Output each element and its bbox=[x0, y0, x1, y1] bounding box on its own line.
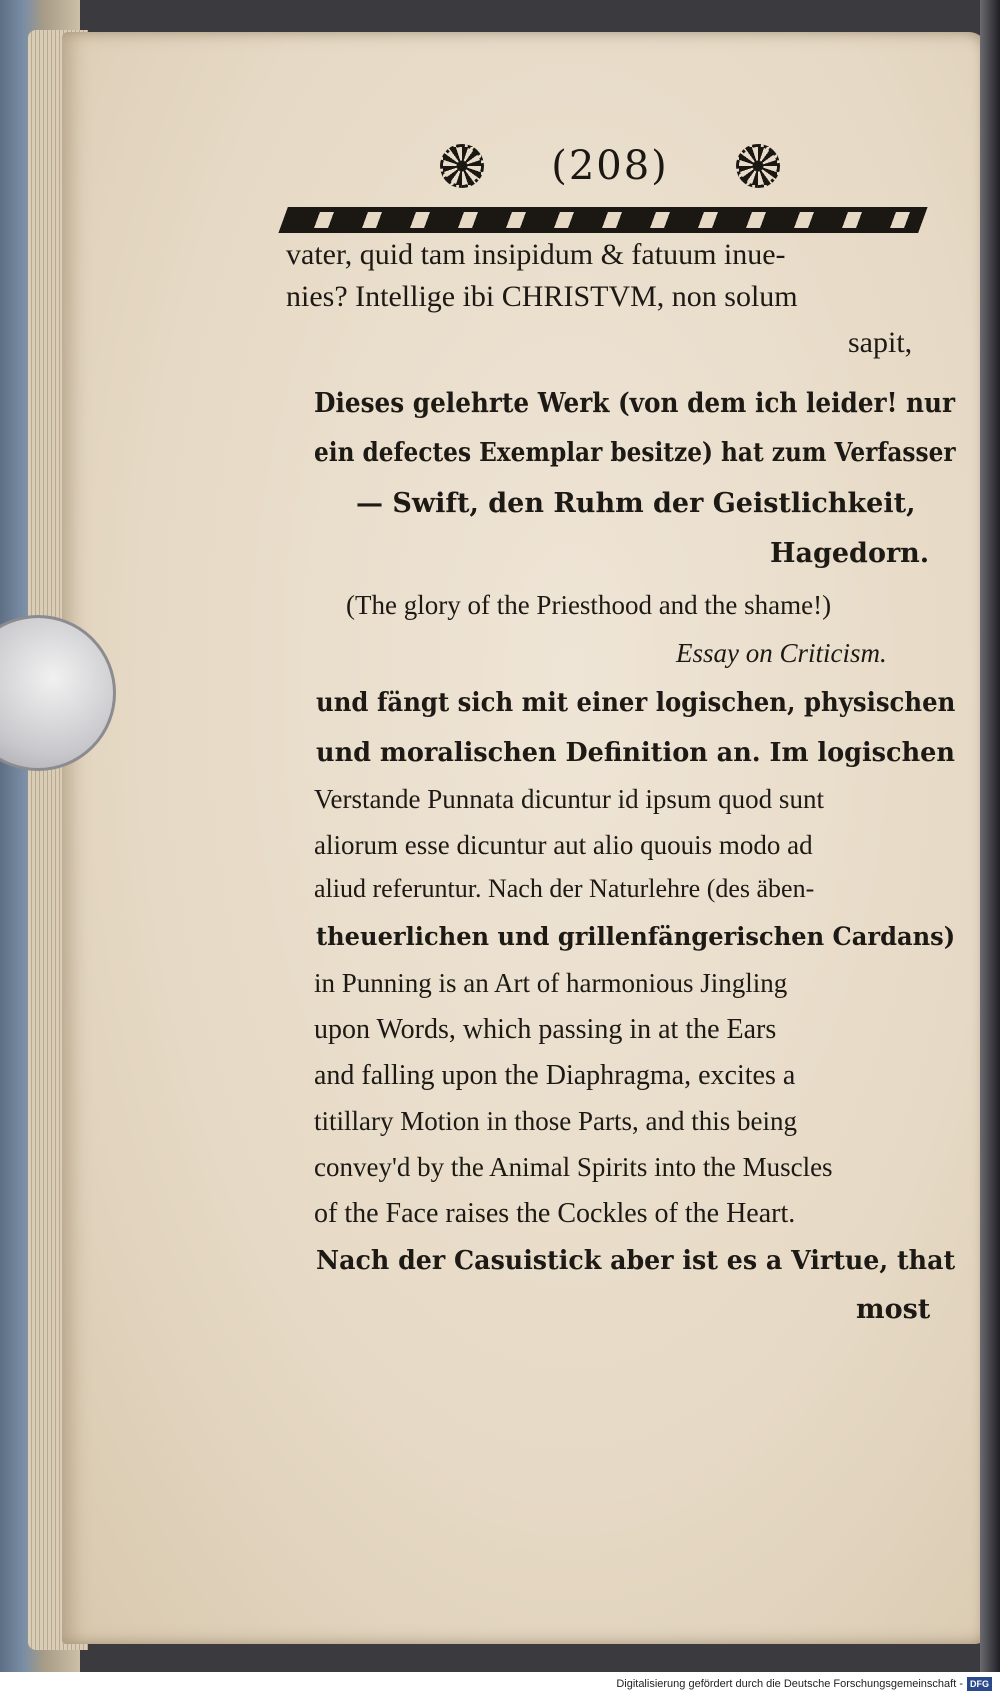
text-line: und fängt sich mit einer logischen, physischen bbox=[316, 688, 956, 718]
text-line: in Punning is an Art of harmonious Jingling bbox=[314, 968, 788, 998]
rosette-left-icon bbox=[440, 144, 484, 188]
text-line: — Swift, den Ruhm der Geistlichkeit, bbox=[356, 488, 916, 519]
text-line: Hagedorn. bbox=[770, 538, 930, 569]
text-line: sapit, bbox=[848, 326, 913, 359]
ornamental-rule bbox=[278, 207, 927, 233]
text-line: most bbox=[856, 1294, 931, 1325]
credit-text: Digitalisierung gefördert durch die Deutsche Forschungsgemeinschaft - bbox=[616, 1678, 963, 1690]
text-line: Dieses gelehrte Werk (von dem ich leider! nur bbox=[314, 388, 956, 419]
rosette-right-icon bbox=[736, 144, 780, 188]
page-number: (208) bbox=[551, 143, 669, 189]
text-line: Verstande Punnata dicuntur id ipsum quod sunt bbox=[314, 784, 824, 814]
text-line: of the Face raises the Cockles of the Heart. bbox=[314, 1198, 796, 1229]
text-line: ein defectes Exemplar besitze) hat zum Verfasser bbox=[314, 438, 956, 468]
text-line: convey'd by the Animal Spirits into the Muscles bbox=[314, 1152, 833, 1182]
text-line: aliud referuntur. Nach der Naturlehre (des äben- bbox=[314, 874, 815, 903]
text-line: nies? Intellige ibi CHRISTVM, non solum bbox=[286, 280, 798, 313]
text-line: und moralischen Definition an. Im logischen bbox=[316, 738, 955, 768]
page-header bbox=[440, 136, 780, 196]
binding-shadow bbox=[980, 0, 1000, 1672]
text-line: Essay on Criticism. bbox=[676, 638, 887, 668]
text-line: Nach der Casuistick aber ist es a Virtue, that bbox=[316, 1246, 956, 1276]
text-line: and falling upon the Diaphragma, excites a bbox=[314, 1060, 796, 1091]
text-line: vater, quid tam insipidum & fatuum inue- bbox=[286, 238, 786, 271]
text-line: theuerlichen und grillenfängerischen Cardans) bbox=[316, 922, 956, 951]
text-line: (The glory of the Priesthood and the shame!) bbox=[346, 590, 832, 620]
dfg-logo-icon: DFG bbox=[967, 1677, 992, 1691]
text-line: upon Words, which passing in at the Ears bbox=[314, 1014, 777, 1045]
text-line: titillary Motion in those Parts, and this being bbox=[314, 1106, 797, 1136]
text-line: aliorum esse dicuntur aut alio quouis modo ad bbox=[314, 830, 813, 860]
digitization-credit bbox=[0, 1672, 1000, 1696]
